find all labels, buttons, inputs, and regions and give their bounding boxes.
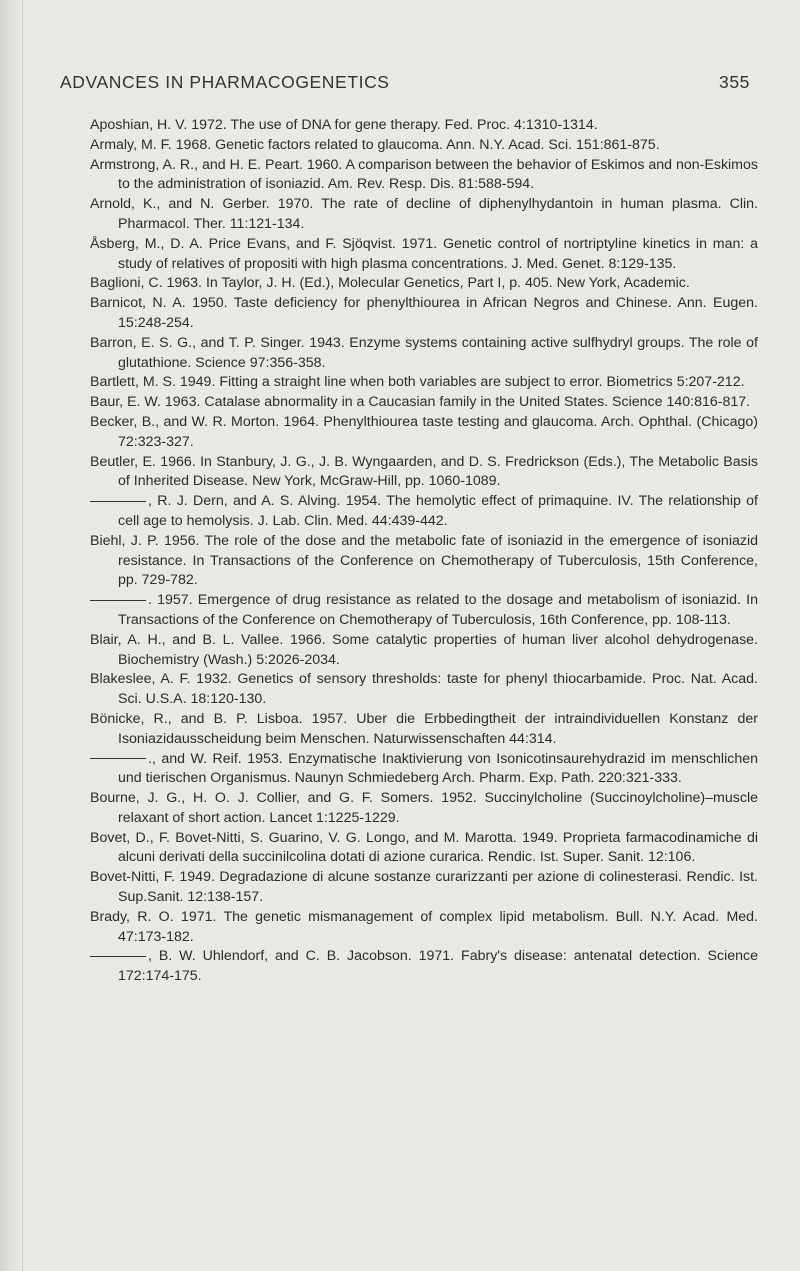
reference-text: Becker, B., and W. R. Morton. 1964. Phenylthiourea taste testing and glaucoma. Arch. Ophthal. (Chicago) 72:323-327. <box>90 413 758 450</box>
reference-entry <box>90 294 758 334</box>
page-header <box>60 72 750 102</box>
reference-text: Arnold, K., and N. Gerber. 1970. The rate of decline of diphenylhydantoin in human plasma. Clin. Pharmacol. Ther. 11:121-134. <box>90 196 758 232</box>
reference-entry <box>90 116 758 136</box>
reference-entry <box>90 235 758 275</box>
reference-entry <box>90 453 758 493</box>
running-title: ADVANCES IN PHARMACOGENETICS <box>60 72 390 92</box>
reference-text: ., and W. Reif. 1953. Enzymatische Inaktivierung von Isonicotinsaurehydrazid im menschlichen und tierischen Organismus. Naunyn Schmiedeberg Arch. Pharm. Exp. Path. 220:321-333. <box>118 750 758 787</box>
same-author-dash <box>90 758 146 759</box>
reference-entry <box>90 532 758 591</box>
reference-text: Aposhian, H. V. 1972. The use of DNA for gene therapy. Fed. Proc. 4:1310-1314. <box>90 117 598 133</box>
reference-text: Bovet-Nitti, F. 1949. Degradazione di alcune sostanze curarizzanti per azione di colinesterasi. Rendic. Ist. Sup.Sanit. 12:138-157. <box>90 869 758 906</box>
reference-entry <box>90 750 758 790</box>
reference-text: Åsberg, M., D. A. Price Evans, and F. Sjöqvist. 1971. Genetic control of nortriptyline kinetics in man: a study of relatives of propositi with high plasma concentrations. J. Med. Genet. 8:129-135. <box>90 235 758 272</box>
reference-text: Beutler, E. 1966. In Stanbury, J. G., J. B. Wyngaarden, and D. S. Fredrickson (Eds.), The Metabolic Basis of Inherited Disease. New York, McGraw-Hill, pp. 1060-1089. <box>90 453 758 490</box>
reference-entry <box>90 156 758 196</box>
reference-text: Armaly, M. F. 1968. Genetic factors related to glaucoma. Ann. N.Y. Acad. Sci. 151:861-875. <box>90 136 660 153</box>
reference-text: Baur, E. W. 1963. Catalase abnormality in a Caucasian family in the United States. Science 140:816-817. <box>90 394 751 411</box>
book-spine-edge <box>0 0 23 1271</box>
reference-text: . 1957. Emergence of drug resistance as related to the dosage and metabolism of isoniazid. In Transactions of the Conference on Chemotherapy of Tuberculosis, 16th Conference, pp. 108-113. <box>118 592 758 628</box>
reference-entry <box>90 274 758 294</box>
reference-text: Barnicot, N. A. 1950. Taste deficiency for phenylthiourea in African Negros and Chinese. Ann. Eugen. 15:248-254. <box>90 295 758 331</box>
reference-entry <box>90 829 758 869</box>
reference-entry <box>90 908 758 948</box>
reference-entry <box>90 710 758 750</box>
reference-entry <box>90 789 758 829</box>
same-author-dash <box>90 600 146 601</box>
reference-entry <box>90 868 758 908</box>
reference-text: Bovet, D., F. Bovet-Nitti, S. Guarino, V. G. Longo, and M. Marotta. 1949. Proprieta farmacodinamiche di alcuni derivati della succinilcolina dotati di azione curarica. Rendic. Ist. Super. Sanit. 12:106. <box>90 829 758 866</box>
reference-text: Armstrong, A. R., and H. E. Peart. 1960. A comparison between the behavior of Eskimos and non-Eskimos to the administration of isoniazid. Am. Rev. Resp. Dis. 81:588-594. <box>90 156 758 193</box>
reference-text: Biehl, J. P. 1956. The role of the dose and the metabolic fate of isoniazid in the emergence of isoniazid resistance. In Transactions of the Conference on Chemotherapy of Tuberculosis, 15th Conference, pp. 729-782. <box>90 532 758 589</box>
reference-text: Bönicke, R., and B. P. Lisboa. 1957. Uber die Erbbedingtheit der intraindividuellen Konstanz der Isoniazidausscheidung beim Menschen. Naturwissenschaften 44:314. <box>90 710 758 747</box>
reference-text: Brady, R. O. 1971. The genetic mismanagement of complex lipid metabolism. Bull. N.Y. Acad. Med. 47:173-182. <box>90 908 758 945</box>
reference-text: Barron, E. S. G., and T. P. Singer. 1943. Enzyme systems containing active sulfhydryl groups. The role of glutathione. Science 97:356-358. <box>90 334 758 371</box>
reference-list <box>90 116 758 987</box>
reference-text: Blair, A. H., and B. L. Vallee. 1966. Some catalytic properties of human liver alcohol dehydrogenase. Biochemistry (Wash.) 5:2026-2034. <box>90 631 758 668</box>
reference-entry <box>90 393 758 413</box>
reference-entry <box>90 136 758 156</box>
reference-entry <box>90 373 758 393</box>
reference-entry <box>90 631 758 671</box>
reference-text: Baglioni, C. 1963. In Taylor, J. H. (Ed.), Molecular Genetics, Part I, p. 405. New York, Academic. <box>90 275 690 292</box>
reference-text: Bourne, J. G., H. O. J. Collier, and G. F. Somers. 1952. Succinylcholine (Succinoylcholine)–muscle relaxant of short action. Lancet 1:1225-1229. <box>90 790 758 826</box>
reference-text: Bartlett, M. S. 1949. Fitting a straight line when both variables are subject to error. Biometrics 5:207-212. <box>90 374 745 391</box>
same-author-dash <box>90 501 146 502</box>
reference-text: , R. J. Dern, and A. S. Alving. 1954. The hemolytic effect of primaquine. IV. The relationship of cell age to hemolysis. J. Lab. Clin. Med. 44:439-442. <box>118 493 758 529</box>
reference-entry <box>90 591 758 631</box>
reference-entry <box>90 947 758 987</box>
reference-entry <box>90 195 758 235</box>
reference-text: Blakeslee, A. F. 1932. Genetics of sensory thresholds: taste for phenyl thiocarbamide. Proc. Nat. Acad. Sci. U.S.A. 18:120-130. <box>90 671 758 708</box>
reference-entry <box>90 334 758 374</box>
reference-entry <box>90 413 758 453</box>
page-number: 355 <box>719 72 750 92</box>
same-author-dash <box>90 956 146 957</box>
reference-entry <box>90 492 758 532</box>
reference-text: , B. W. Uhlendorf, and C. B. Jacobson. 1971. Fabry's disease: antenatal detection. Science 172:174-175. <box>118 948 758 985</box>
reference-entry <box>90 670 758 710</box>
